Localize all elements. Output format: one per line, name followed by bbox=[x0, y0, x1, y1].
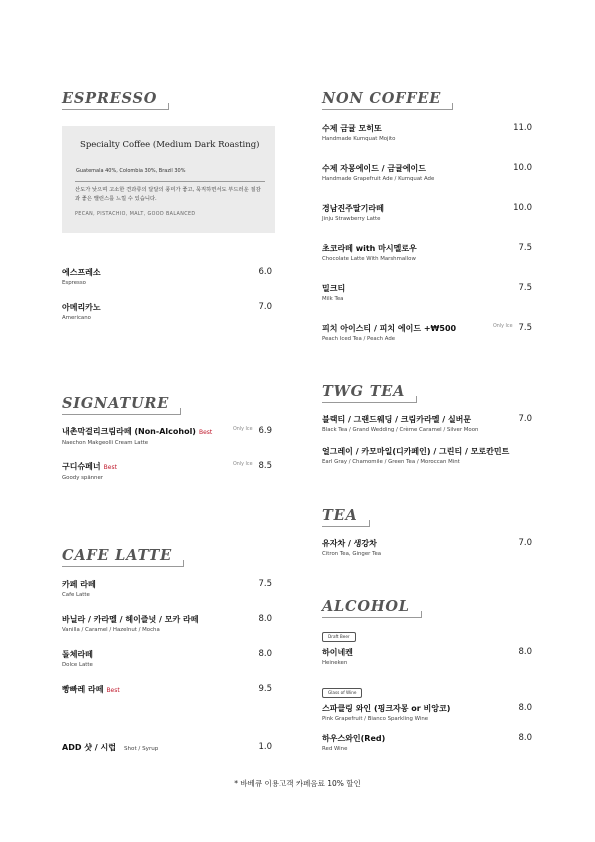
specialty-origin: Guatemala 40%, Colombia 30%, Brazil 30% bbox=[76, 168, 186, 174]
item-name-en: Earl Gray / Chamomile / Green Tea / Moroccan Mint bbox=[322, 459, 460, 465]
best-badge: Best bbox=[103, 464, 117, 471]
item-name-kr: 에스프레소 bbox=[62, 268, 101, 277]
item-name-en: Red Wine bbox=[322, 746, 348, 752]
specialty-description: 산도가 낮으며 고소한 견과류의 달달의 풍미가 좋고, 묵직하면서도 부드러운 질감과 좋은 밸런스를 느낄 수 있습니다. bbox=[75, 187, 261, 202]
menu-item-peach-tea bbox=[322, 323, 532, 344]
item-name-en: Shot / Syrup bbox=[123, 746, 159, 752]
item-name-kr: 바닐라 / 카라멜 / 헤이즐넛 / 모카 라떼 bbox=[62, 615, 199, 624]
item-name-text: 빵빠레 라떼 bbox=[62, 685, 104, 694]
item-name-text: ADD 샷 / 시럽 bbox=[62, 743, 116, 752]
item-price: 10.0 bbox=[513, 203, 532, 213]
draft-beer-tag: Draft Beer bbox=[322, 632, 356, 642]
best-badge: Best bbox=[198, 429, 213, 436]
specialty-coffee-box bbox=[62, 126, 275, 233]
item-price: 8.0 bbox=[258, 649, 272, 659]
item-price: 7.5 bbox=[518, 243, 532, 253]
section-title-text: ESPRESSO bbox=[62, 90, 158, 107]
menu-item-milk-tea bbox=[322, 283, 532, 304]
item-name-en: Jinju Strawberry Latte bbox=[322, 216, 381, 222]
item-name-kr: 하이네켄 bbox=[322, 648, 353, 657]
section-title-text: NON COFFEE bbox=[322, 90, 442, 107]
item-name-en: Dolce Latte bbox=[62, 662, 93, 668]
menu-item-sparkling-wine bbox=[322, 703, 532, 724]
section-title-tea bbox=[322, 507, 358, 524]
item-name-kr: 수제 자몽에이드 / 금귤에이드 bbox=[322, 164, 427, 173]
section-title-text: ALCOHOL bbox=[322, 598, 410, 615]
item-name-en: Heineken bbox=[322, 660, 348, 666]
section-title-espresso bbox=[62, 90, 157, 107]
item-name-en: Vanilla / Caramel / Hazelnut / Mocha bbox=[62, 627, 160, 633]
menu-item-twg-earl-gray bbox=[322, 446, 532, 467]
glass-of-wine-tag: Glass of Wine bbox=[322, 688, 362, 698]
item-name-en: Citron Tea, Ginger Tea bbox=[322, 551, 382, 557]
item-name-en: Handmade Grapefruit Ade / Kumquat Ade bbox=[322, 176, 435, 182]
item-name-en: Pink Grapefruit / Bianco Sparkling Wine bbox=[322, 716, 429, 722]
section-title-twg-tea bbox=[322, 383, 405, 400]
item-price: 8.0 bbox=[258, 614, 272, 624]
footer-discount-note: * 바베큐 이용고객 카페음료 10% 할인 bbox=[234, 779, 361, 788]
section-title-alcohol bbox=[322, 598, 410, 615]
item-name-kr bbox=[62, 684, 272, 696]
item-name-kr: 블랙티 / 그랜드웨딩 / 크림카라멜 / 실버문 bbox=[322, 415, 472, 424]
item-price: 11.0 bbox=[513, 123, 532, 133]
menu-item-heineken bbox=[322, 647, 532, 668]
item-name-text: 구디슈페너 bbox=[62, 462, 101, 471]
item-name-en: Americano bbox=[62, 315, 91, 321]
menu-item-makgeolli-latte bbox=[62, 426, 272, 448]
menu-item-cafe-latte bbox=[62, 579, 272, 600]
item-name-kr: 아메리카노 bbox=[62, 303, 101, 312]
item-price: 8.5 bbox=[258, 461, 272, 471]
item-name-en: Espresso bbox=[62, 280, 86, 286]
menu-item-kumquat-mojito bbox=[322, 123, 532, 144]
menu-item-ppangpare-latte bbox=[62, 684, 272, 696]
menu-item-strawberry-latte bbox=[322, 203, 532, 224]
section-title-text: TEA bbox=[322, 507, 358, 524]
menu-item-citron-ginger-tea bbox=[322, 538, 532, 559]
item-name-kr: 밀크티 bbox=[322, 284, 346, 293]
menu-item-goody-spanner bbox=[62, 461, 272, 483]
item-name-kr: 수제 금귤 모히또 bbox=[322, 124, 382, 133]
section-title-non-coffee bbox=[322, 90, 441, 107]
item-price: 7.0 bbox=[258, 302, 272, 312]
item-price: 8.0 bbox=[518, 647, 532, 657]
menu-item-flavored-latte bbox=[62, 614, 272, 635]
specialty-divider bbox=[75, 181, 265, 182]
item-name-en: Handmade Kumquat Mojito bbox=[322, 136, 396, 142]
item-name-en: Cafe Latte bbox=[62, 592, 90, 598]
specialty-notes: PECAN, PISTACHIO, MALT, GOOD BALANCED bbox=[75, 212, 196, 217]
item-price: 6.9 bbox=[258, 426, 272, 436]
item-price: 1.0 bbox=[258, 742, 272, 752]
item-name-kr: 경남진주딸기라떼 bbox=[322, 204, 384, 213]
menu-item-americano bbox=[62, 302, 272, 323]
section-title-text: TWG TEA bbox=[322, 383, 406, 400]
item-price: 7.0 bbox=[518, 414, 532, 424]
item-price: 7.5 bbox=[258, 579, 272, 589]
item-name-kr: 스파클링 와인 (핑크자몽 or 비앙코) bbox=[322, 704, 451, 713]
only-ice-note: Only Ice bbox=[233, 462, 253, 467]
specialty-title: Specialty Coffee (Medium Dark Roasting) bbox=[80, 140, 260, 150]
item-price: 6.0 bbox=[258, 267, 272, 277]
item-name-kr: 초코라떼 with 마시멜로우 bbox=[322, 244, 417, 253]
menu-item-house-wine bbox=[322, 733, 532, 754]
item-name-en: Chocolate Latte With Marshmallow bbox=[322, 256, 416, 262]
best-badge: Best bbox=[106, 687, 120, 694]
item-name-en: Peach Iced Tea / Peach Ade bbox=[322, 336, 396, 342]
item-price: 7.0 bbox=[518, 538, 532, 548]
item-name-kr: 하우스와인(Red) bbox=[322, 734, 386, 743]
only-ice-note: Only Ice bbox=[493, 324, 513, 329]
item-price: 8.0 bbox=[518, 733, 532, 743]
item-name-en: Black Tea / Grand Wedding / Crème Caramel / Silver Moon bbox=[322, 427, 479, 433]
section-title-cafe-latte bbox=[62, 547, 172, 564]
section-title-signature bbox=[62, 395, 169, 412]
item-name-kr: 카페 라떼 bbox=[62, 580, 96, 589]
item-price: 9.5 bbox=[258, 684, 272, 694]
item-price: 8.0 bbox=[518, 703, 532, 713]
item-name-en: Naechon Makgeolli Cream Latte bbox=[62, 440, 149, 446]
item-name-kr: 피치 아이스티 / 피치 에이드 +₩500 bbox=[322, 324, 457, 333]
item-name-kr: 유자차 / 생강차 bbox=[322, 539, 377, 548]
item-name-kr: 얼그레이 / 카모마일(디카페인) / 그린티 / 모로칸민트 bbox=[322, 447, 510, 456]
only-ice-note: Only Ice bbox=[233, 427, 253, 432]
item-name-text: 내촌막걸리크림라떼 (Non-Alcohol) bbox=[62, 427, 196, 436]
item-price: 7.5 bbox=[518, 283, 532, 293]
menu-item-ade bbox=[322, 163, 532, 184]
item-name-kr bbox=[62, 742, 272, 755]
menu-item-add-shot-syrup bbox=[62, 742, 272, 755]
section-title-text: CAFE LATTE bbox=[62, 547, 172, 564]
item-price: 10.0 bbox=[513, 163, 532, 173]
item-price: 7.5 bbox=[518, 323, 532, 333]
menu-item-twg-black bbox=[322, 414, 532, 435]
item-name-en: Milk Tea bbox=[322, 296, 344, 302]
section-title-text: SIGNATURE bbox=[62, 395, 170, 412]
item-name-en: Goody spänner bbox=[62, 475, 103, 481]
menu-item-choco-latte bbox=[322, 243, 532, 264]
menu-item-dolce-latte bbox=[62, 649, 272, 670]
menu-item-espresso bbox=[62, 267, 272, 288]
item-name-kr: 돌체라떼 bbox=[62, 650, 93, 659]
